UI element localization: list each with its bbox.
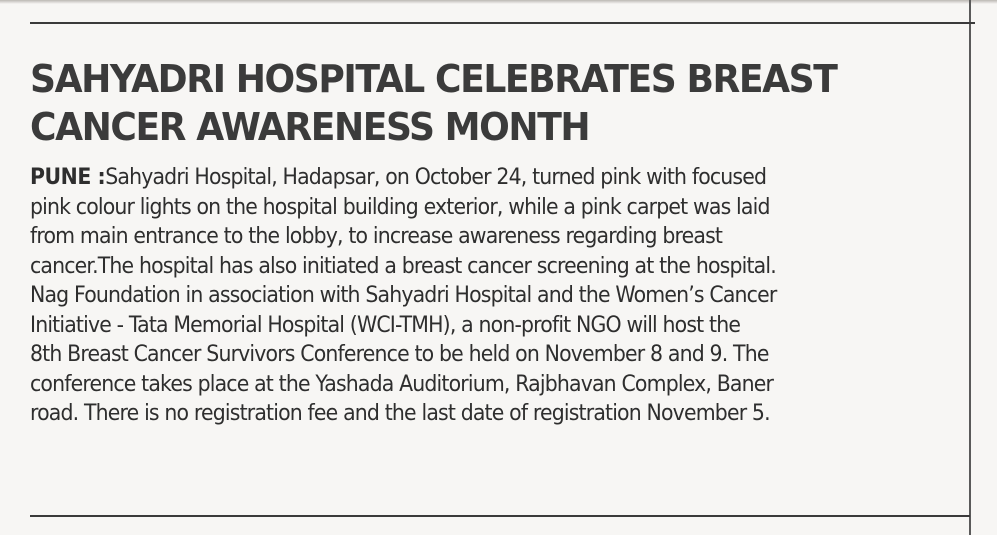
article-bottom-rule (30, 515, 970, 517)
body-line: pink colour lights on the hospital building exterior, while a pink carpet was laid (30, 194, 770, 220)
headline-line: SAHYADRI HOSPITAL CELEBRATES BREAST (30, 57, 837, 101)
body-line: from main entrance to the lobby, to increase awareness regarding breast (30, 224, 723, 249)
article-body (30, 163, 960, 429)
body-line: 8th Breast Cancer Survivors Conference to be held on November 8 and 9. The (30, 342, 769, 367)
body-line (30, 163, 960, 193)
news-article (30, 55, 960, 429)
page-top-edge (0, 0, 997, 4)
article-dateline: PUNE : (30, 165, 106, 190)
body-line: Initiative - Tata Memorial Hospital (WCI-TMH), a non-profit NGO will host the (30, 312, 741, 338)
body-line: cancer.The hospital has also initiated a breast cancer screening at the hospital. (30, 253, 776, 279)
body-line: Nag Foundation in association with Sahyadri Hospital and the Women’s Cancer (30, 283, 777, 308)
body-line-text: Sahyadri Hospital, Hadapsar, on October 24, turned pink with focused (105, 165, 767, 190)
body-line: conference takes place at the Yashada Auditorium, Rajbhavan Complex, Baner (30, 371, 774, 397)
column-rule-right (969, 0, 971, 535)
headline-line: CANCER AWARENESS MONTH (30, 105, 590, 149)
article-headline (30, 55, 914, 151)
article-top-rule (30, 22, 975, 24)
body-line: road. There is no registration fee and the last date of registration November 5. (30, 401, 770, 426)
